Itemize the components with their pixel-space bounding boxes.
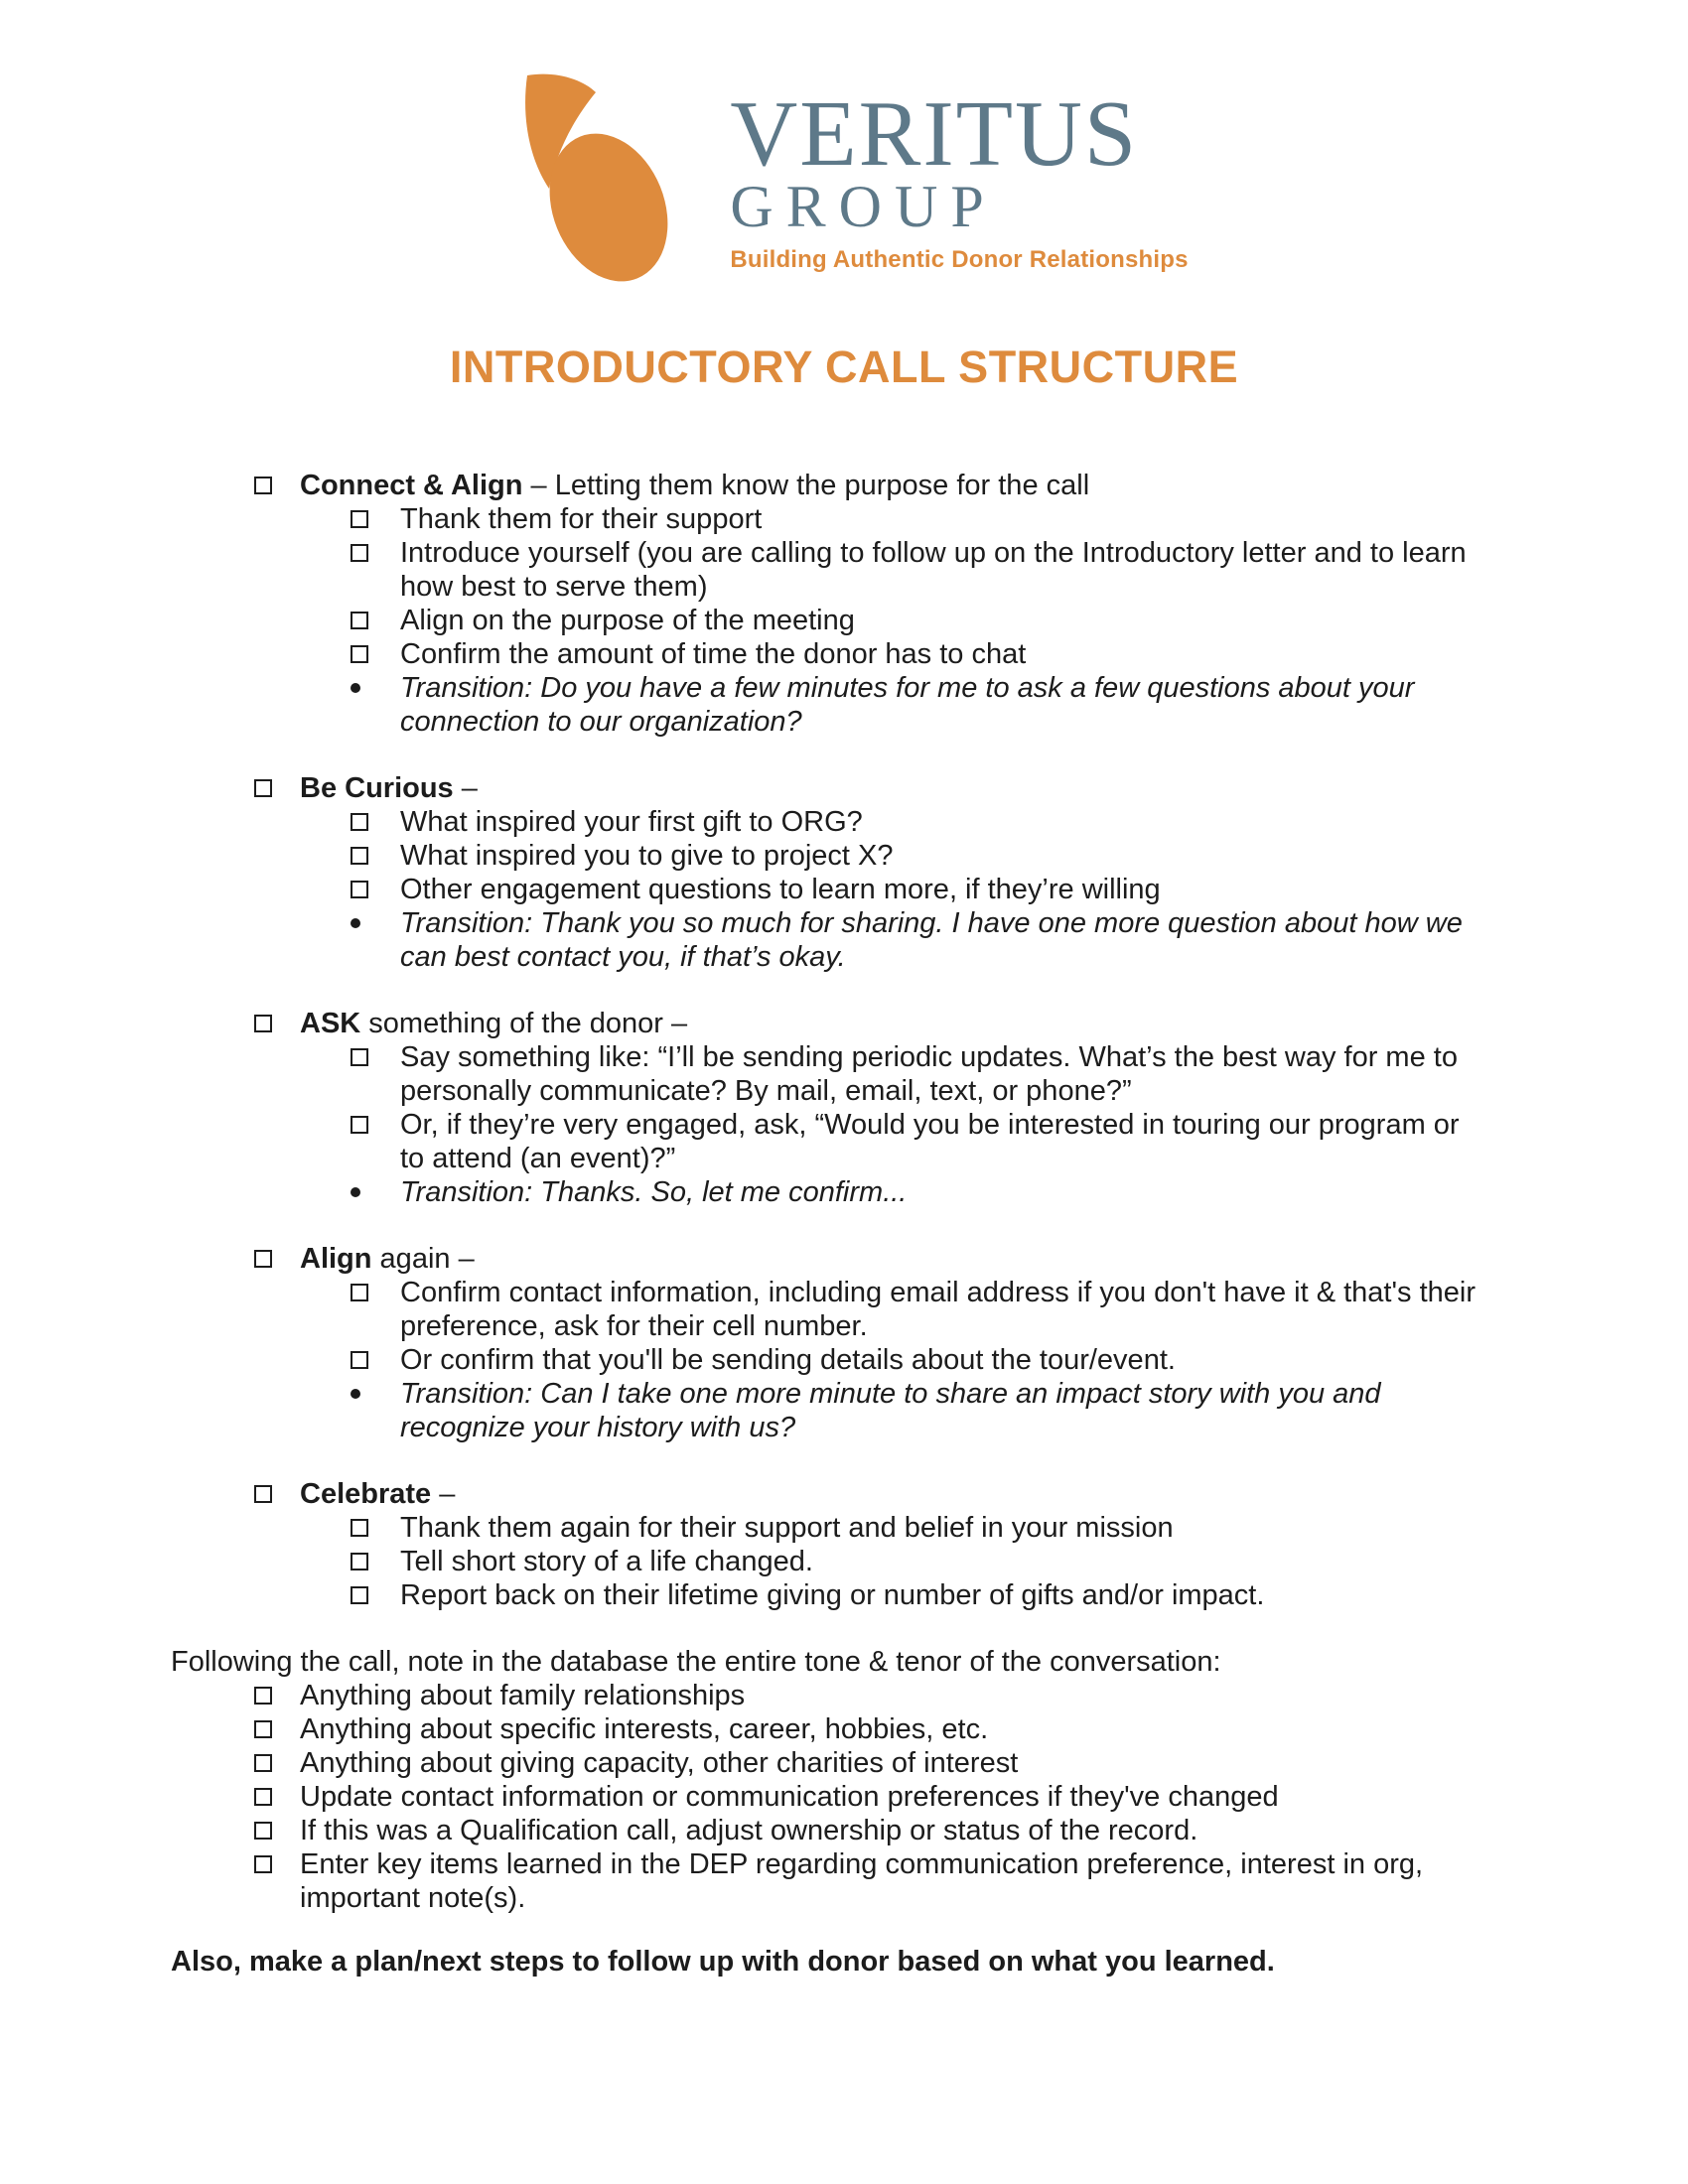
dot-bullet-icon bbox=[351, 1389, 360, 1399]
item-text: Thank them for their support bbox=[400, 503, 763, 535]
section-heading-rest: – bbox=[431, 1478, 456, 1510]
followup-item bbox=[0, 1847, 1688, 1915]
section-heading-rest: again – bbox=[371, 1243, 475, 1275]
section-heading-bold: Align bbox=[300, 1243, 372, 1275]
bullet-marker bbox=[254, 1712, 300, 1746]
item-text: Update contact information or communication preferences if they've changed bbox=[300, 1781, 1279, 1813]
followup-item bbox=[0, 1712, 1688, 1746]
item-text: Anything about family relationships bbox=[300, 1680, 746, 1711]
list-item bbox=[0, 536, 1688, 604]
item-text: Enter key items learned in the DEP regarding communication preference, interest in org, important note(s). bbox=[300, 1848, 1424, 1914]
checkbox-bullet-icon bbox=[351, 1284, 368, 1301]
dot-bullet-icon bbox=[351, 1187, 360, 1197]
section-heading-rest: – Letting them know the purpose for the call bbox=[522, 470, 1090, 501]
checkbox-bullet-icon bbox=[254, 1754, 272, 1772]
followup-block bbox=[0, 1645, 1688, 1979]
checkbox-bullet-icon bbox=[351, 510, 368, 528]
transition-text: Transition: Thank you so much for sharing. I have one more question about how we can best contact you, if that’s okay. bbox=[400, 907, 1463, 973]
checkbox-bullet-icon bbox=[351, 612, 368, 629]
followup-item bbox=[0, 1780, 1688, 1814]
checkbox-bullet-icon bbox=[254, 477, 272, 494]
item-text: Confirm the amount of time the donor has to chat bbox=[400, 638, 1027, 670]
section-heading-bold: Connect & Align bbox=[300, 470, 523, 501]
item-text: Other engagement questions to learn more, if they’re willing bbox=[400, 874, 1161, 905]
closing-note: Also, make a plan/next steps to follow up with donor based on what you learned. bbox=[171, 1946, 1275, 1978]
call-section bbox=[0, 1477, 1688, 1612]
checkbox-bullet-icon bbox=[351, 1116, 368, 1134]
bullet-marker bbox=[254, 1242, 300, 1276]
section-heading-row bbox=[0, 1477, 1688, 1511]
bullet-marker bbox=[351, 1545, 400, 1578]
list-item bbox=[0, 1276, 1688, 1343]
list-item bbox=[0, 1578, 1688, 1612]
checkbox-bullet-icon bbox=[254, 1720, 272, 1738]
checkbox-bullet-icon bbox=[254, 1855, 272, 1873]
checkbox-bullet-icon bbox=[254, 779, 272, 797]
bullet-marker bbox=[351, 1343, 400, 1377]
checkbox-bullet-icon bbox=[351, 847, 368, 865]
list-item bbox=[0, 1040, 1688, 1108]
transition-text: Transition: Do you have a few minutes for me to ask a few questions about your connection to our organization? bbox=[400, 672, 1415, 738]
transition-item bbox=[0, 1175, 1688, 1209]
item-text: Or confirm that you'll be sending details about the tour/event. bbox=[400, 1344, 1176, 1376]
item-text: Report back on their lifetime giving or number of gifts and/or impact. bbox=[400, 1579, 1265, 1611]
section-heading-bold: ASK bbox=[300, 1008, 361, 1039]
section-heading bbox=[300, 1007, 687, 1040]
checkbox-bullet-icon bbox=[351, 1553, 368, 1570]
bullet-marker bbox=[254, 1007, 300, 1040]
list-item bbox=[0, 1108, 1688, 1175]
dot-bullet-icon bbox=[351, 918, 360, 928]
bullet-marker bbox=[351, 1276, 400, 1343]
section-heading-bold: Be Curious bbox=[300, 772, 454, 804]
item-text: Introduce yourself (you are calling to follow up on the Introductory letter and to learn how best to serve them) bbox=[400, 537, 1467, 603]
section-heading-row bbox=[0, 469, 1688, 502]
item-text: Align on the purpose of the meeting bbox=[400, 605, 855, 636]
list-item bbox=[0, 502, 1688, 536]
bullet-marker bbox=[254, 1477, 300, 1511]
bullet-marker bbox=[351, 502, 400, 536]
bullet-marker bbox=[351, 604, 400, 637]
followup-item bbox=[0, 1814, 1688, 1847]
bullet-marker bbox=[351, 671, 400, 739]
checkbox-bullet-icon bbox=[351, 813, 368, 831]
section-heading-bold: Celebrate bbox=[300, 1478, 432, 1510]
bullet-marker bbox=[351, 1175, 400, 1209]
checkbox-bullet-icon bbox=[254, 1015, 272, 1032]
section-heading bbox=[300, 1477, 455, 1511]
section-heading-row bbox=[0, 1242, 1688, 1276]
checkbox-bullet-icon bbox=[254, 1788, 272, 1806]
section-heading-row bbox=[0, 771, 1688, 805]
transition-item bbox=[0, 671, 1688, 739]
followup-item bbox=[0, 1746, 1688, 1780]
section-heading bbox=[300, 469, 1089, 502]
list-item bbox=[0, 637, 1688, 671]
veritus-check-icon bbox=[499, 73, 676, 284]
bullet-marker bbox=[254, 1814, 300, 1847]
logo-tagline: Building Authentic Donor Relationships bbox=[730, 246, 1189, 273]
dot-bullet-icon bbox=[351, 683, 360, 693]
bullet-marker bbox=[351, 839, 400, 873]
transition-text: Transition: Can I take one more minute to share an impact story with you and recognize your history with us? bbox=[400, 1378, 1381, 1443]
checkbox-bullet-icon bbox=[254, 1822, 272, 1840]
followup-checklist bbox=[0, 1679, 1688, 1915]
list-item bbox=[0, 839, 1688, 873]
section-heading-rest: – bbox=[453, 772, 478, 804]
bullet-marker bbox=[254, 771, 300, 805]
logo-brand-name: VERITUS bbox=[730, 82, 1139, 186]
checkbox-bullet-icon bbox=[351, 1048, 368, 1066]
call-section bbox=[0, 771, 1688, 974]
item-text: What inspired you to give to project X? bbox=[400, 840, 894, 872]
item-text: Or, if they’re very engaged, ask, “Would you be interested in touring our program or to attend (an event)?” bbox=[400, 1109, 1460, 1174]
bullet-marker bbox=[351, 1511, 400, 1545]
section-heading-row bbox=[0, 1007, 1688, 1040]
item-text: What inspired your first gift to ORG? bbox=[400, 806, 863, 838]
list-item bbox=[0, 1545, 1688, 1578]
list-item bbox=[0, 1511, 1688, 1545]
checkbox-bullet-icon bbox=[351, 645, 368, 663]
bullet-marker bbox=[351, 906, 400, 974]
checkbox-bullet-icon bbox=[254, 1250, 272, 1268]
item-text: Thank them again for their support and belief in your mission bbox=[400, 1512, 1174, 1544]
veritus-logo bbox=[0, 0, 1688, 284]
call-section bbox=[0, 1007, 1688, 1209]
list-item bbox=[0, 1343, 1688, 1377]
item-text: Anything about specific interests, career, hobbies, etc. bbox=[300, 1713, 989, 1745]
bullet-marker bbox=[254, 469, 300, 502]
bullet-marker bbox=[351, 805, 400, 839]
checkbox-bullet-icon bbox=[351, 1586, 368, 1604]
bullet-marker bbox=[254, 1746, 300, 1780]
list-item bbox=[0, 604, 1688, 637]
call-section bbox=[0, 1242, 1688, 1444]
list-item bbox=[0, 805, 1688, 839]
section-heading bbox=[300, 1242, 475, 1276]
bullet-marker bbox=[254, 1847, 300, 1915]
bullet-marker bbox=[351, 1040, 400, 1108]
transition-item bbox=[0, 906, 1688, 974]
bullet-marker bbox=[351, 873, 400, 906]
item-text: Anything about giving capacity, other charities of interest bbox=[300, 1747, 1019, 1779]
followup-intro: Following the call, note in the database the entire tone & tenor of the conversation: bbox=[171, 1646, 1221, 1678]
logo-brand-subname: GROUP bbox=[730, 174, 997, 239]
followup-item bbox=[0, 1679, 1688, 1712]
transition-item bbox=[0, 1377, 1688, 1444]
call-structure-sections bbox=[0, 469, 1688, 1612]
item-text: Say something like: “I’ll be sending periodic updates. What’s the best way for me to personally communicate? By mail, email, text, or phone?” bbox=[400, 1041, 1458, 1107]
section-heading bbox=[300, 771, 478, 805]
bullet-marker bbox=[254, 1679, 300, 1712]
call-section bbox=[0, 469, 1688, 739]
page-title: INTRODUCTORY CALL STRUCTURE bbox=[449, 341, 1239, 392]
checkbox-bullet-icon bbox=[254, 1485, 272, 1503]
item-text: If this was a Qualification call, adjust ownership or status of the record. bbox=[300, 1815, 1198, 1846]
item-text: Tell short story of a life changed. bbox=[400, 1546, 813, 1577]
bullet-marker bbox=[351, 536, 400, 604]
checkbox-bullet-icon bbox=[351, 881, 368, 898]
section-heading-rest: something of the donor – bbox=[360, 1008, 688, 1039]
bullet-marker bbox=[351, 1108, 400, 1175]
checkbox-bullet-icon bbox=[254, 1687, 272, 1705]
bullet-marker bbox=[254, 1780, 300, 1814]
checkbox-bullet-icon bbox=[351, 544, 368, 562]
logo-text-block bbox=[730, 82, 1189, 274]
checkbox-bullet-icon bbox=[351, 1351, 368, 1369]
item-text: Confirm contact information, including email address if you don't have it & that's their preference, ask for their cell number. bbox=[400, 1277, 1476, 1342]
checkbox-bullet-icon bbox=[351, 1519, 368, 1537]
bullet-marker bbox=[351, 1578, 400, 1612]
bullet-marker bbox=[351, 637, 400, 671]
list-item bbox=[0, 873, 1688, 906]
transition-text: Transition: Thanks. So, let me confirm... bbox=[400, 1176, 908, 1208]
bullet-marker bbox=[351, 1377, 400, 1444]
